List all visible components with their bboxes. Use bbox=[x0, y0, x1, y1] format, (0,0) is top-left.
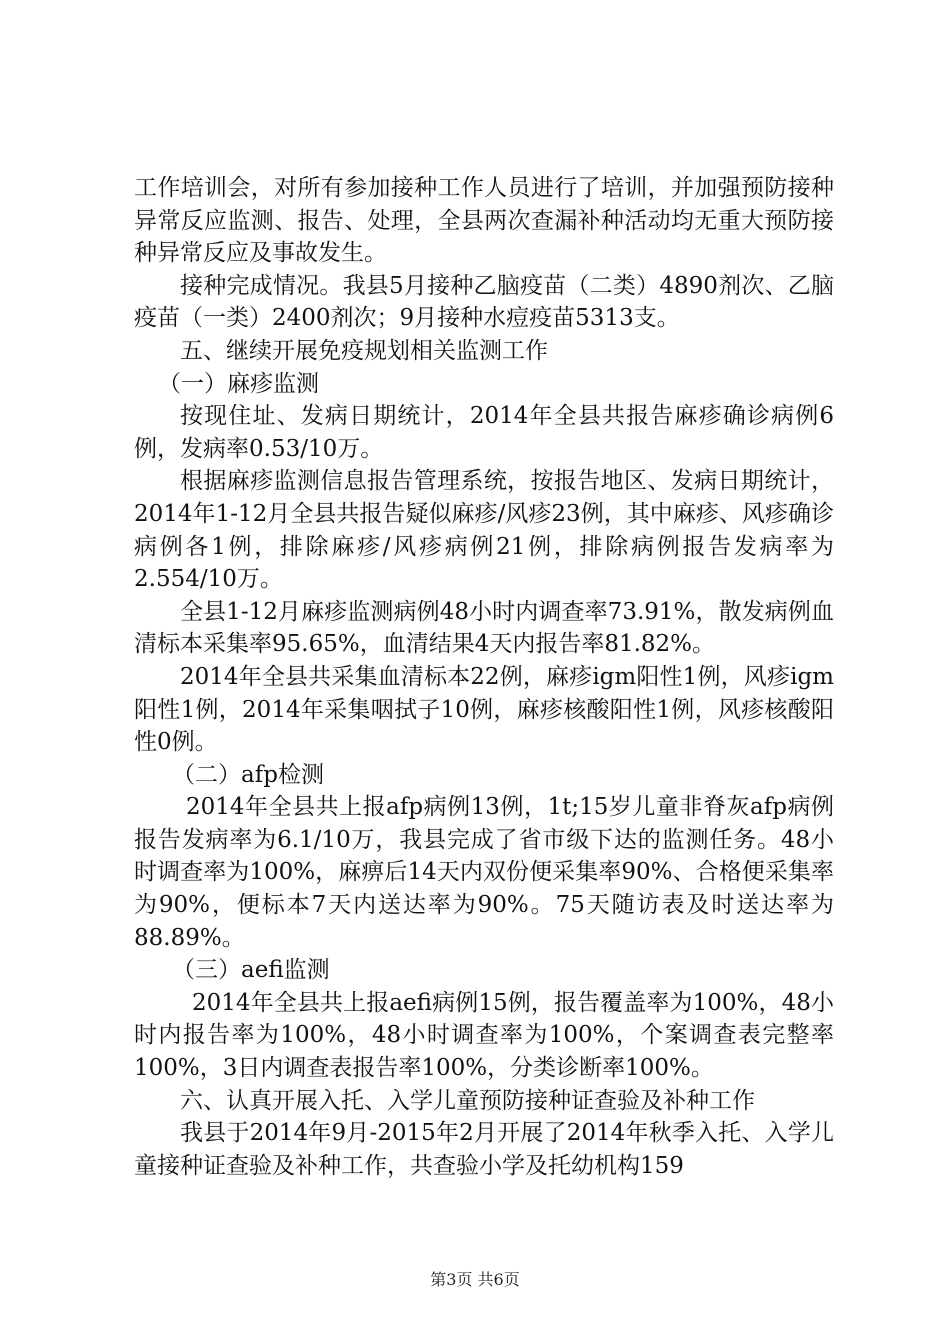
subsection-heading-afp: （二）afp检测 bbox=[172, 761, 324, 788]
page-footer: 第3页 共6页 bbox=[430, 1270, 520, 1289]
paragraph-vaccination-completion: 接种完成情况。我县5月接种乙脑疫苗（二类）4890剂次、乙脑疫苗（一类）2400剂次；9月接种水痘疫苗5313支。 bbox=[134, 272, 834, 332]
subsection-heading-measles: （一）麻疹监测 bbox=[158, 370, 319, 397]
paragraph-school-check: 我县于2014年9月-2015年2月开展了2014年秋季入托、入学儿童接种证查验及补种工作，共查验小学及托幼机构159 bbox=[134, 1120, 834, 1179]
paragraph-measles-suspected: 根据麻疹监测信息报告管理系统，按报告地区、发病日期统计，2014年1-12月全县共报告疑似麻疹/风疹23例，其中麻疹、风疹确诊病例各1例，排除麻疹/风疹病例21例，排除病例报告发病率为2.554/10万。 bbox=[134, 468, 834, 593]
subsection-heading-aefi: （三）aefi监测 bbox=[172, 957, 330, 984]
paragraph-measles-confirmed: 按现住址、发病日期统计，2014年全县共报告麻疹确诊病例6例，发病率0.53/10万。 bbox=[134, 403, 834, 462]
paragraph-afp: 2014年全县共上报afp病例13例，1t;15岁儿童非脊灰afp病例报告发病率为6.1/10万，我县完成了省市级下达的监测任务。48小时调查率为100%，麻痹后14天内双份便采集率90%、合格便采集率为90%，便标本7天内送达率为90%。75天随访表及时送达率为88.89%。 bbox=[134, 794, 834, 951]
paragraph-training: 工作培训会，对所有参加接种工作人员进行了培训，并加强预防接种异常反应监测、报告、处理，全县两次查漏补种活动均无重大预防接种异常反应及事故发生。 bbox=[134, 175, 834, 267]
section-heading-five: 五、继续开展免疫规划相关监测工作 bbox=[180, 337, 548, 364]
paragraph-aefi: 2014年全县共上报aefi病例15例，报告覆盖率为100%，48小时内报告率为100%，48小时调查率为100%，个案调查表完整率100%，3日内调查表报告率100%，分类诊断率100%。 bbox=[134, 989, 834, 1082]
paragraph-measles-rates: 全县1-12月麻疹监测病例48小时内调查率73.91%，散发病例血清标本采集率95.65%，血清结果4天内报告率81.82%。 bbox=[134, 598, 834, 658]
document-body bbox=[134, 172, 834, 1182]
paragraph-serum-samples: 2014年全县共采集血清标本22例，麻疹igm阳性1例，风疹igm阳性1例，2014年采集咽拭子10例，麻疹核酸阳性1例，风疹核酸阳性0例。 bbox=[134, 663, 834, 756]
section-heading-six: 六、认真开展入托、入学儿童预防接种证查验及补种工作 bbox=[180, 1087, 755, 1114]
